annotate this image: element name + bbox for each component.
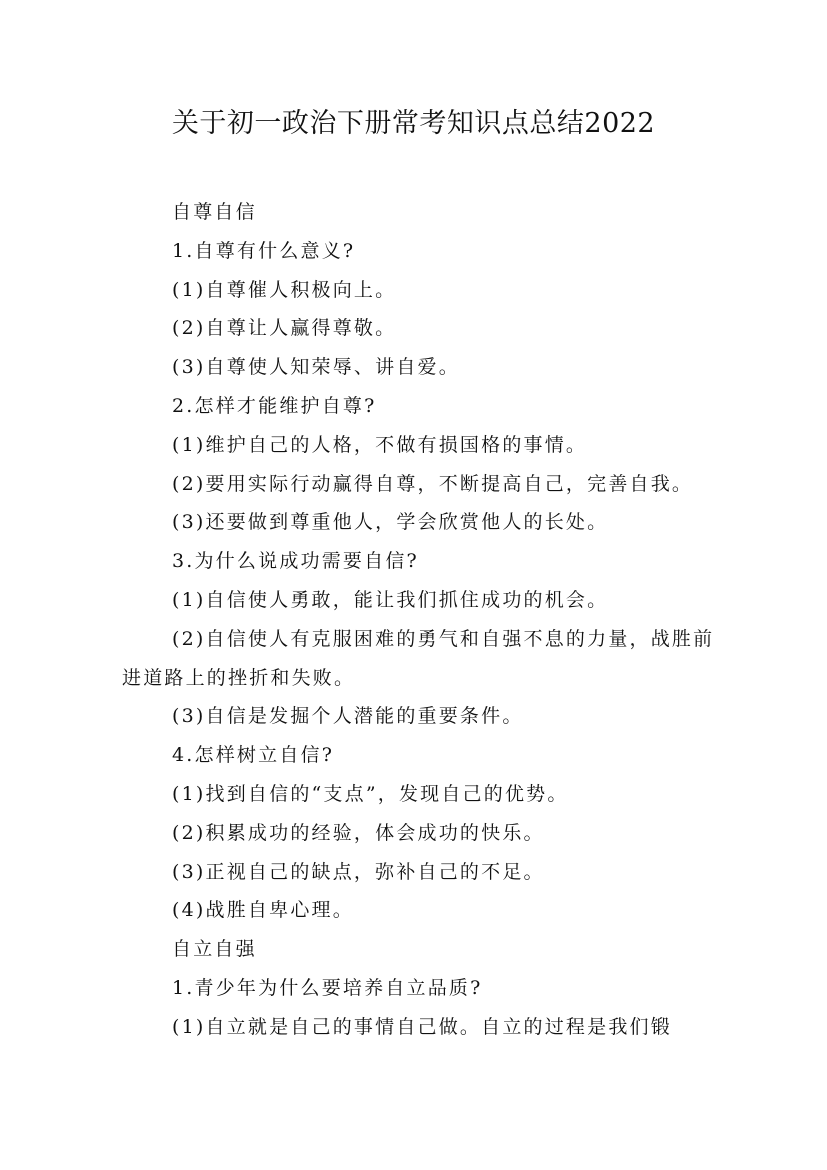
- question-heading: 3.为什么说成功需要自信?: [172, 550, 419, 573]
- answer-item: (3)正视自己的缺点，弥补自己的不足。: [172, 860, 545, 883]
- answer-item: (2)自尊让人赢得尊敬。: [172, 317, 397, 340]
- question-heading: 1.青少年为什么要培养自立品质?: [172, 976, 483, 999]
- document-body: [122, 193, 722, 1047]
- answer-item: (1)自尊催人积极向上。: [172, 278, 397, 301]
- answer-item: (4)战胜自卑心理。: [172, 899, 354, 922]
- answer-item: (3)还要做到尊重他人，学会欣赏他人的长处。: [172, 511, 609, 534]
- answer-item: (3)自尊使人知荣辱、讲自爱。: [172, 356, 460, 379]
- answer-item: (1)自立就是自己的事情自己做。自立的过程是我们锻: [172, 1015, 672, 1038]
- answer-item: (3)自信是发掘个人潜能的重要条件。: [172, 705, 524, 728]
- answer-item: (1)自信使人勇敢，能让我们抓住成功的机会。: [172, 588, 609, 611]
- question-heading: 1.自尊有什么意义?: [172, 239, 356, 262]
- document-title: 关于初一政治下册常考知识点总结2022: [171, 108, 656, 139]
- answer-item: (2)自信使人有克服困难的勇气和自强不息的力量，战胜前进道路上的挫折和失败。: [122, 627, 715, 689]
- section-heading: 自立自强: [172, 938, 257, 961]
- answer-item: (1)找到自信的“支点”，发现自己的优势。: [172, 782, 569, 805]
- answer-item: (1)维护自己的人格，不做有损国格的事情。: [172, 433, 588, 456]
- question-heading: 2.怎样才能维护自尊?: [172, 394, 377, 417]
- question-heading: 4.怎样树立自信?: [172, 744, 335, 767]
- answer-item: (2)积累成功的经验，体会成功的快乐。: [172, 821, 545, 844]
- answer-item: (2)要用实际行动赢得自尊，不断提高自己，完善自我。: [172, 472, 694, 495]
- section-heading: 自尊自信: [172, 201, 257, 223]
